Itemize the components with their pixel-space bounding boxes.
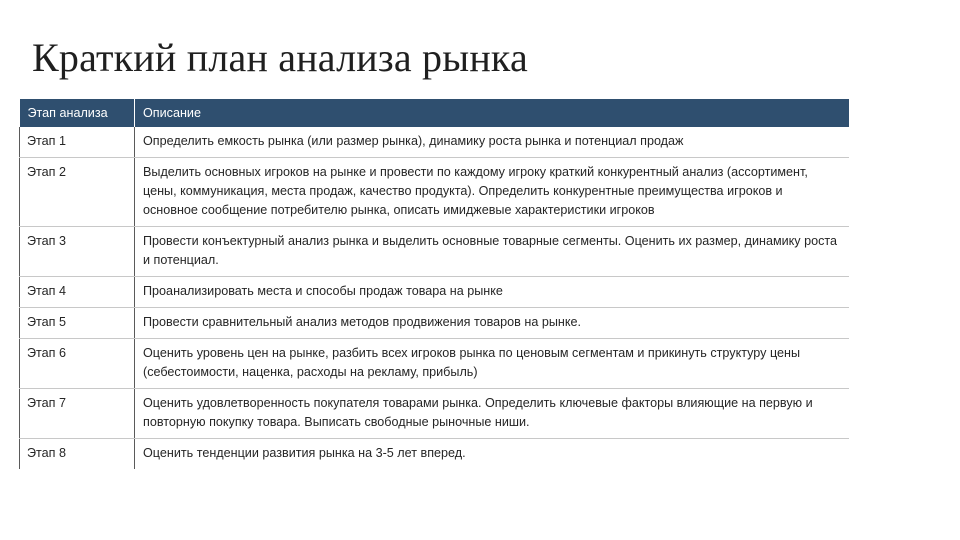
description-cell: Оценить уровень цен на рынке, разбить всех игроков рынка по ценовым сегментам и прикинуть структуру цены (себестоимости, наценка, расходы на рекламу, прибыль) [135,339,849,389]
stage-cell: Этап 8 [20,439,135,470]
stage-cell: Этап 5 [20,308,135,339]
table-header-row [20,99,849,127]
description-cell: Провести сравнительный анализ методов продвижения товаров на рынке. [135,308,849,339]
description-cell: Оценить удовлетворенность покупателя товарами рынка. Определить ключевые факторы влияющие на первую и повторную покупку товара. Выписать свободные рыночные ниши. [135,389,849,439]
stage-cell: Этап 2 [20,158,135,227]
stage-cell: Этап 1 [20,127,135,158]
table-row [20,308,849,339]
description-cell: Проанализировать места и способы продаж товара на рынке [135,277,849,308]
stage-cell: Этап 4 [20,277,135,308]
table-row [20,339,849,389]
stage-cell: Этап 3 [20,227,135,277]
description-cell: Провести конъектурный анализ рынка и выделить основные товарные сегменты. Оценить их размер, динамику роста и потенциал. [135,227,849,277]
table-row [20,439,849,470]
description-cell: Выделить основных игроков на рынке и провести по каждому игроку краткий конкурентный анализ (ассортимент, цены, коммуникация, места продаж, качество продукта). Определить конкурентные преимущества игроков и основное сообщение потребителю рынка, описать имиджевые характеристики игроков [135,158,849,227]
stage-cell: Этап 6 [20,339,135,389]
table-row [20,158,849,227]
table-row [20,277,849,308]
market-analysis-plan-table [19,99,849,469]
column-header-stage: Этап анализа [20,99,135,127]
description-cell: Определить емкость рынка (или размер рынка), динамику роста рынка и потенциал продаж [135,127,849,158]
table-row [20,227,849,277]
column-header-description: Описание [135,99,849,127]
table-row [20,389,849,439]
page-title: Краткий план анализа рынка [32,35,528,80]
table-row [20,127,849,158]
stage-cell: Этап 7 [20,389,135,439]
description-cell: Оценить тенденции развития рынка на 3-5 лет вперед. [135,439,849,470]
